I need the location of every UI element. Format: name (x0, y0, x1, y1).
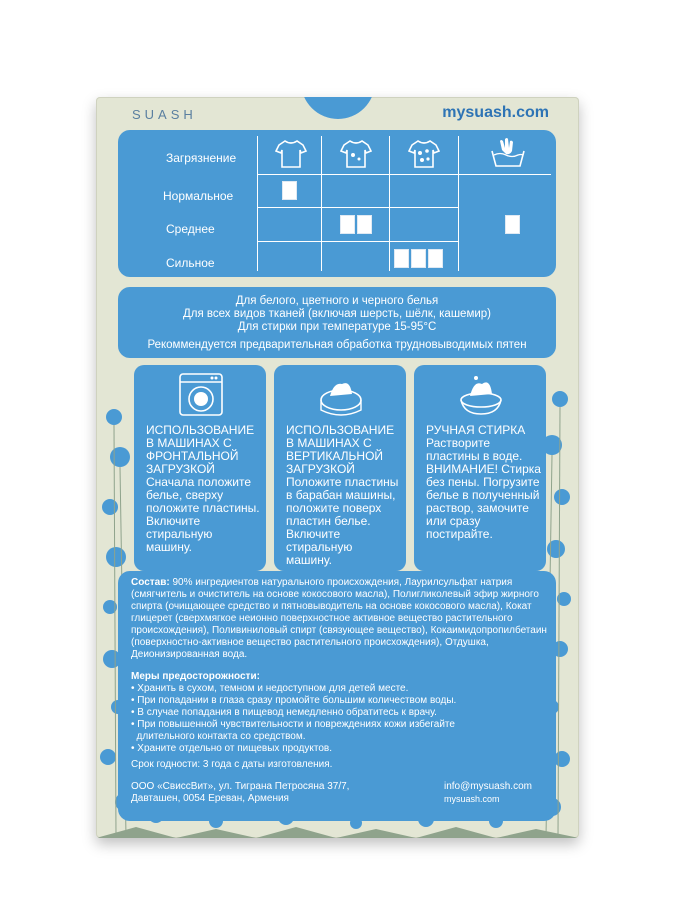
table-divider (258, 174, 551, 175)
company-address: Давташен, 0054 Ереван, Армения (131, 793, 289, 804)
table-divider (258, 207, 458, 208)
contact-email[interactable]: info@mysuash.com (444, 781, 532, 792)
tshirt-heavily-stained-icon (408, 139, 440, 169)
card-title: ИСПОЛЬЗОВАНИЕ В МАШИНАХ С ФРОНТАЛЬНОЙ ЗАГРУЗКОЙ (146, 423, 255, 476)
hand-wash-icon (488, 137, 528, 169)
dosage-sheet (505, 215, 520, 234)
precaution-item: длительного контакта со средством. (131, 731, 306, 742)
card-body: Сначала положите белье, сверху положите пластины. Включите стиральную машину. (146, 475, 260, 554)
dosage-sheet (394, 249, 409, 268)
brand-logo: SUASH (132, 107, 197, 122)
dosage-table (118, 130, 556, 277)
info-line: Рекоммендуется предварительная обработка трудновыводимых пятен (147, 339, 527, 351)
composition-block (131, 577, 551, 661)
precaution-item: • Хранить в сухом, темном и недоступном для детей месте. (131, 683, 409, 694)
precaution-item: • В случае попадания в пищевод немедленно обратитесь к врачу. (131, 707, 437, 718)
usage-info-panel (118, 287, 556, 358)
website-link[interactable]: mysuash.com (442, 104, 549, 121)
table-divider (257, 136, 258, 271)
row-label-heavy: Сильное (166, 256, 215, 270)
table-divider (321, 136, 322, 271)
tshirt-stained-icon (340, 139, 372, 169)
contact-site[interactable]: mysuash.com (444, 794, 500, 804)
top-load-washer-icon (316, 372, 366, 417)
precautions-title: Меры предосторожности: (131, 671, 260, 682)
company-address: ООО «СвиссВит», ул. Тиграна Петросяна 37/7, (131, 781, 350, 792)
dosage-sheet (282, 181, 297, 200)
row-label-medium: Среднее (166, 222, 215, 236)
card-body: Положите пластины в барабан машины, положите поверх пластин белье. Включите стиральную машину. (286, 475, 399, 567)
card-hand-wash (414, 365, 546, 571)
precaution-item: • При попадании в глаза сразу промойте большим количеством воды. (131, 695, 457, 706)
dosage-sheet (357, 215, 372, 234)
precaution-item: • При повышенной чувствительности и повреждениях кожи избегайте (131, 719, 455, 730)
wash-basin-icon (456, 372, 506, 417)
table-divider (458, 136, 459, 271)
product-package-back (96, 97, 579, 838)
card-front-load (134, 365, 266, 571)
card-top-load (274, 365, 406, 571)
package-notch (301, 97, 375, 119)
info-line: Для всех видов тканей (включая шерсть, шёлк, кашемир) (182, 308, 491, 320)
dosage-sheet (340, 215, 355, 234)
row-label-normal: Нормальное (163, 189, 234, 203)
card-body: Растворите пластины в воде. ВНИМАНИЕ! Стирка без пены. Погрузите белье в полученный раствор, замочите или сразу постирайте. (426, 436, 541, 541)
table-divider (258, 241, 458, 242)
table-divider (389, 136, 390, 271)
shelf-life: Срок годности: 3 года с даты изготовления. (131, 759, 333, 770)
composition-text: 90% ингредиентов натурального происхождения, Лаурилсульфат натрия (смягчитель и очиститель на основе кокосового масла), Полигликолевый эфир жирного спирта (очищающее средство и пятновыводитель на основе кокосового масла), Кокат глицерет (сверхмягкое неионно поверхностное активное вещество растительного происхождения), Поливиниловый спирт (связующее вещество), Кокаимидопропилбетаин (поверхностно-активное вещество растительного происхождения), Отдушка, Деионизированная вода. (131, 577, 547, 660)
precaution-item: • Храните отдельно от пищевых продуктов. (131, 743, 332, 754)
info-line: Для белого, цветного и черного белья (235, 295, 439, 307)
dosage-sheet (428, 249, 443, 268)
composition-label: Состав: (131, 577, 170, 588)
info-line: Для стирки при температуре 15-95°C (237, 321, 437, 333)
composition-panel (118, 571, 556, 821)
front-load-washer-icon (176, 372, 226, 417)
dosage-sheet (411, 249, 426, 268)
soil-level-header: Загрязнение (166, 151, 237, 165)
card-title: РУЧНАЯ СТИРКА (426, 423, 526, 437)
tshirt-clean-icon (275, 139, 307, 169)
card-title: ИСПОЛЬЗОВАНИЕ В МАШИНАХ С ВЕРТИКАЛЬНОЙ ЗАГРУЗКОЙ (286, 423, 395, 476)
